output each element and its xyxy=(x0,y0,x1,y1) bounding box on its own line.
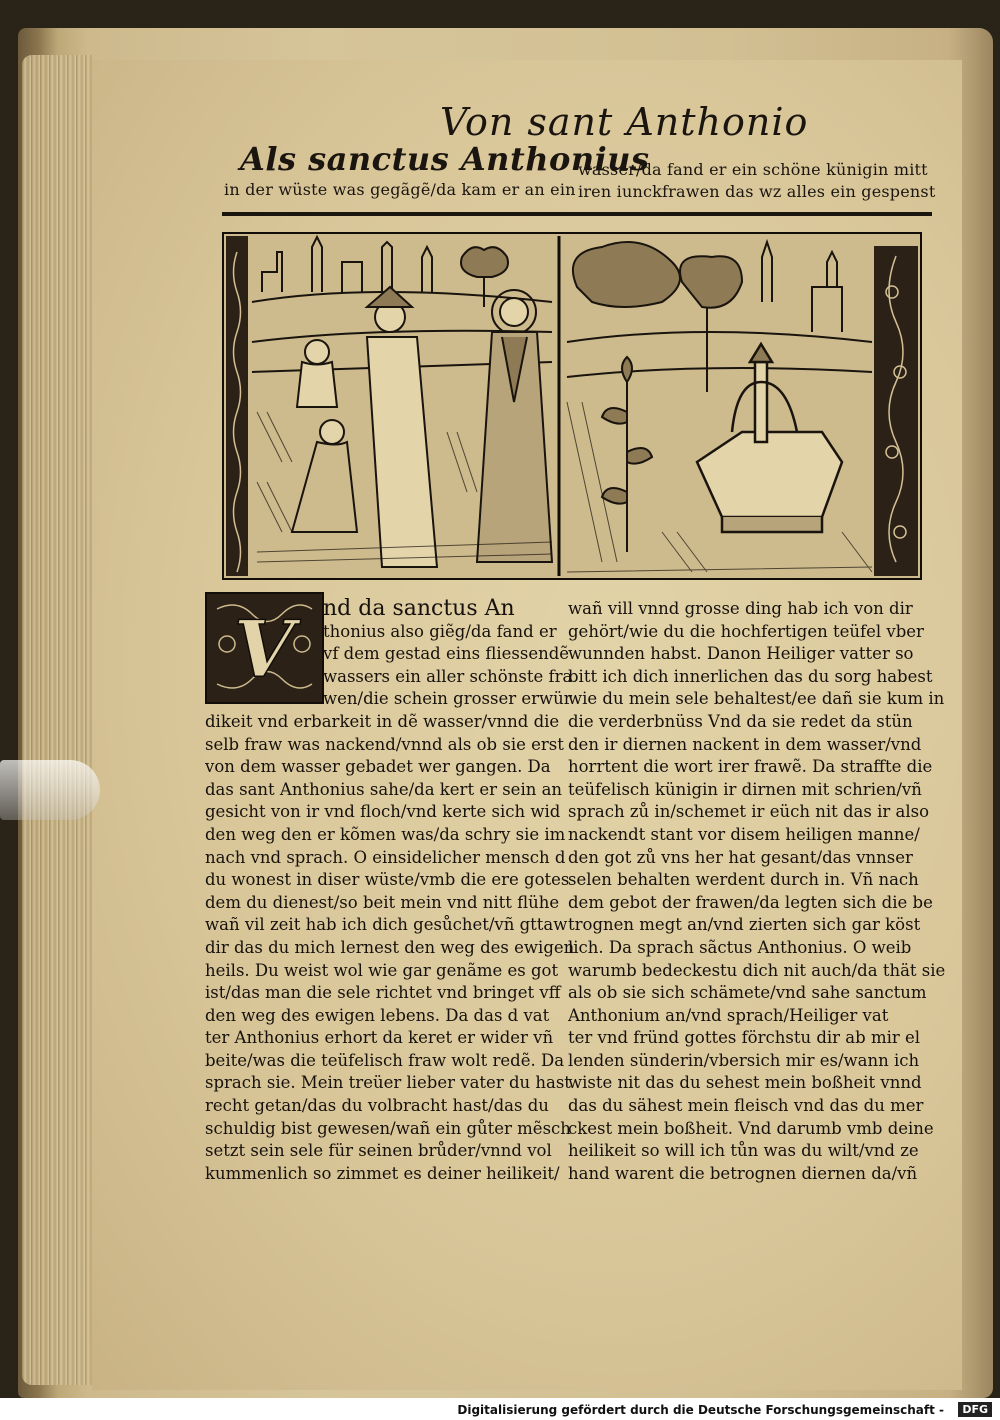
text-line: setzt sein sele für seinen brůder/vnnd vol xyxy=(205,1141,552,1161)
text-line: wiste nit das du sehest mein boßheit vnnd xyxy=(568,1073,922,1093)
text-line: horrtent die wort irer frawẽ. Da straffte die xyxy=(568,757,933,777)
text-line: ter Anthonius erhort da keret er wider vñ xyxy=(205,1028,554,1048)
text-line: gesicht von ir vnd floch/vnd kerte sich wid xyxy=(205,802,561,822)
text-line: recht getan/das du volbracht hast/das du xyxy=(205,1096,549,1116)
woodcut-illustration xyxy=(222,232,922,580)
text-line: selb fraw was nackend/vnnd als ob sie erst xyxy=(205,734,564,754)
text-line: thonius also giẽg/da fand er xyxy=(323,621,557,641)
text-column-left xyxy=(205,598,574,1185)
text-line: hand warent die betrognen diernen da/vñ xyxy=(568,1163,918,1183)
text-line: sprach sie. Mein treüer lieber vater du hast xyxy=(205,1073,571,1093)
text-line: lenden sünderin/vbersich mir es/wann ich xyxy=(568,1050,920,1070)
text-line: Anthonium an/vnd sprach/Heiliger vat xyxy=(568,1005,889,1025)
text-line: beite/was die teüfelisch fraw wolt redẽ. Da xyxy=(205,1050,565,1070)
text-line: ist/das man die sele richtet vnd bringet vff xyxy=(205,983,561,1003)
text-line: gehört/wie du die hochfertigen teüfel vber xyxy=(568,621,924,641)
text-line: schuldig bist gewesen/wañ ein gůter mẽsch xyxy=(205,1118,571,1138)
page-edges xyxy=(22,55,92,1385)
text-line: den ir diernen nackent in dem wasser/vnd xyxy=(568,734,922,754)
glass-page-weight xyxy=(0,760,100,820)
text-line: wie du mein sele behaltest/ee dañ sie kum in xyxy=(568,689,945,709)
text-line: nackendt stant vor disem heiligen manne/ xyxy=(568,824,920,844)
text-line: kummenlich so zimmet es deiner heilikeit/ xyxy=(205,1163,560,1183)
funding-credit: Digitalisierung gefördert durch die Deutsche Forschungsgemeinschaft - xyxy=(457,1403,944,1417)
text-line: den got zů vns her hat gesant/das vnnser xyxy=(568,847,913,867)
text-line: bitt ich dich innerlichen das du sorg habest xyxy=(568,666,933,686)
text-line: wañ vill vnnd grosse ding hab ich von dir xyxy=(568,599,913,618)
text-line: warumb bedeckestu dich nit auch/da thät sie xyxy=(568,960,946,980)
text-line: ter vnd fründ gottes förchstu dir ab mir el xyxy=(568,1028,921,1048)
text-line: nd da sanctus An xyxy=(323,598,515,621)
text-line: dem gebot der frawen/da legten sich die be xyxy=(568,892,933,912)
chapter-heading: Als sanctus Anthonius xyxy=(240,140,650,178)
heading-line-right-2: iren iunckfrawen das wz alles ein gespenst xyxy=(578,182,936,201)
text-line: das du sähest mein fleisch vnd das du mer xyxy=(568,1096,924,1116)
text-line: ckest mein boßheit. Vnd darumb vmb deine xyxy=(568,1118,934,1138)
text-line: du wonest in diser wüste/vmb die ere gotes xyxy=(205,870,570,890)
text-line: wen/die schein grosser erwür xyxy=(323,689,572,709)
text-column-right xyxy=(568,598,945,1185)
text-line: selen behalten werdent durch in. Vñ nach xyxy=(568,870,919,890)
footer-bar xyxy=(0,1398,1000,1420)
text-line: wañ vil zeit hab ich dich gesůchet/vñ gttaw xyxy=(205,915,568,935)
text-line: heils. Du weist wol wie gar genãme es got xyxy=(205,960,559,980)
heading-rule xyxy=(222,212,932,216)
text-line: als ob sie sich schämete/vnd sahe sanctum xyxy=(568,983,927,1003)
text-line: teüfelisch künigin ir dirnen mit schrien/vñ xyxy=(568,779,922,799)
text-line: nach vnd sprach. O einsidelicher mensch d xyxy=(205,847,566,867)
text-line: den weg den er kõmen was/da schry sie im xyxy=(205,824,566,844)
text-line: vf dem gestad eins fliessendẽ xyxy=(323,644,570,664)
page-title: Von sant Anthonio xyxy=(440,100,809,144)
text-line: wunnden habst. Danon Heiliger vatter so xyxy=(568,644,914,664)
text-line: trognen megt an/vnd zierten sich gar köst xyxy=(568,915,921,935)
text-line: sprach zů in/schemet ir eüch nit das ir also xyxy=(568,802,930,822)
text-line: heilikeit so will ich tůn was du wilt/vnd ze xyxy=(568,1141,919,1161)
text-line: den weg des ewigen lebens. Da das d vat xyxy=(205,1005,550,1025)
heading-line-left: in der wüste was gegãgẽ/da kam er an ein xyxy=(224,180,576,199)
text-line: wassers ein aller schönste fra xyxy=(323,666,573,686)
text-line: von dem wasser gebadet wer gangen. Da xyxy=(205,757,551,777)
initial-letter: V xyxy=(233,604,295,695)
text-line: dikeit vnd erbarkeit in dẽ wasser/vnnd die xyxy=(205,711,560,731)
dfg-logo: DFG xyxy=(958,1402,992,1417)
text-line: lich. Da sprach sãctus Anthonius. O weib xyxy=(568,937,912,957)
heading-line-right-1: wasser/da fand er ein schöne künigin mitt xyxy=(578,160,928,179)
text-line: die verderbnüss Vnd da sie redet da stün xyxy=(568,711,913,731)
text-line: das sant Anthonius sahe/da kert er sein an xyxy=(205,779,563,799)
text-line: dem du dienest/so beit mein vnd nitt flühe xyxy=(205,892,560,912)
text-line: dir das du mich lernest den weg des ewigen xyxy=(205,937,575,957)
